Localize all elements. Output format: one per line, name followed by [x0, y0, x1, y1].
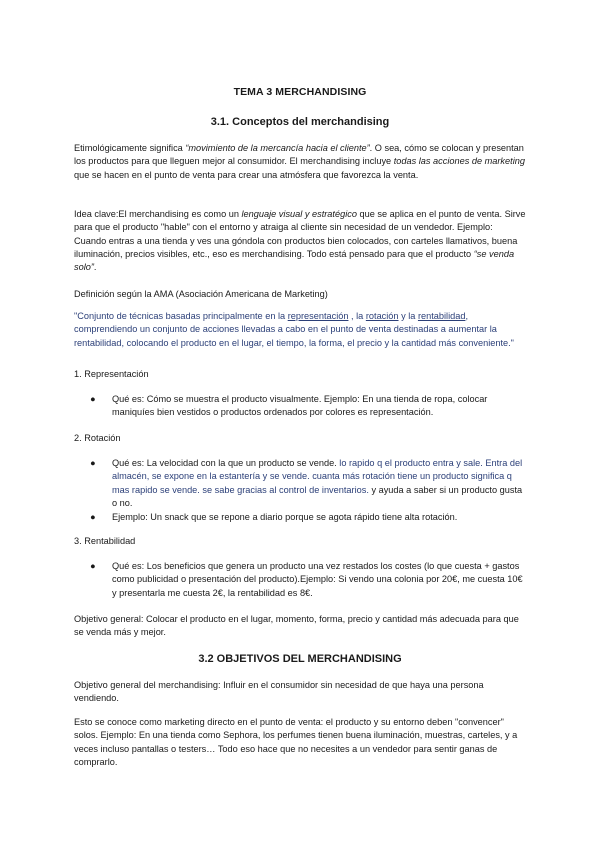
bullet-text: Ejemplo: Un snack que se repone a diario porque se agota rápido tiene alta rotación.	[112, 512, 458, 522]
section-2-heading: 3.2 OBJETIVOS DEL MERCHANDISING	[198, 653, 402, 665]
paragraph-objective: Objetivo general del merchandising: Influir en el consumidor sin necesidad de que haya una persona vendiendo.	[74, 680, 484, 704]
text-run: . O sea, cómo se colocan y presentan los productos para que lleguen mejor al consumidor. El merchandising incluye	[74, 143, 524, 167]
bullet-text: Qué es: La velocidad con la que un producto se vende.	[112, 458, 340, 468]
link-rotacion: rotación	[365, 311, 399, 321]
text-run: que se aplica en el punto de venta. Sirve para que el producto "hable" con el entorno y atraiga al cliente sin necesidad de un vendedor. Ejemplo: Cuando entras a una tienda y ves una góndola con productos bien colocados, con carteles llamativos, buena iluminación, precios visibles, etc., eso es merchandising. Todo está pensado para que el producto	[74, 209, 526, 259]
text-run: que se hacen en el punto de venta para crear una atmósfera que favorezca la venta.	[74, 169, 419, 180]
paragraph-direct-marketing: Esto se conoce como marketing directo en el punto de venta: el producto y su entorno deben "convencer" solos. Ejemplo: En una tienda como Sephora, los perfumes tienen buena iluminación, muestras, carteles, y a veces incluso pantallas o testers… Todo eso hace que no necesites a un vendedor para sentir ganas de comprarlo.	[74, 717, 518, 767]
text-run: y la	[398, 311, 418, 321]
italic-phrase: “movimiento de la mercancía hacia el cliente”	[185, 143, 370, 153]
bullet-text: Qué es: Cómo se muestra el producto visualmente. Ejemplo: En una tienda de ropa, colocar maniquíes bien vestidos o productos ordenados por colores es representación.	[112, 394, 488, 418]
item-1-heading: 1. Representación	[74, 369, 149, 379]
italic-phrase: lenguaje visual y estratégico	[241, 209, 357, 219]
bullet-icon: ●	[90, 512, 96, 522]
text-run: , comprendiendo un conjunto de acciones llevadas a cabo en el punto de venta destinadas a aumentar la rentabilidad, colocando el producto en el lugar, el tiempo, la forma, el precio y la cantidad más conveniente."	[74, 311, 514, 348]
link-rentabilidad: rentabilidad	[417, 311, 466, 321]
ama-definition-quote	[74, 310, 526, 350]
general-objective: Objetivo general: Colocar el producto en el lugar, momento, forma, precio y cantidad más adecuada para que se venda más y mejor.	[74, 614, 519, 638]
bullet-icon: ●	[90, 561, 96, 571]
item-1-bullet	[90, 393, 526, 420]
item-3-bullet	[90, 560, 526, 600]
item-2-bullet-1	[90, 457, 526, 510]
document-title: TEMA 3 MERCHANDISING	[233, 86, 367, 98]
paragraph-etymology	[74, 142, 526, 182]
paragraph-key-idea	[74, 208, 526, 274]
item-2-bullet-2	[90, 511, 526, 524]
italic-phrase: “se venda solo”	[74, 248, 515, 273]
bullet-text: y ayuda a saber si un producto gusta o no.	[112, 484, 523, 508]
bullet-text: Qué es: Los beneficios que genera un producto una vez restados los costes (lo que cuesta + gastos como publicidad o presentación del producto).Ejemplo: Si vendo una colonia por 20€, me cuesta 10€ y presentarla me cuesta 2€, la rentabilidad es 8€.	[112, 561, 523, 598]
item-2-heading: 2. Rotación	[74, 433, 121, 443]
bullet-icon: ●	[90, 458, 96, 468]
bullet-note: lo rapido q el producto entra y sale. Entra del almacén, se expone en la estantería y se vende. cuanta más rotación tiene un producto significa q mas rapido se vende. se sabe gracias al control de inventarios.	[112, 458, 523, 495]
text-run: "Conjunto de técnicas basadas principalmente en la	[74, 311, 288, 321]
text-run: Etimológicamente significa	[74, 143, 186, 153]
italic-phrase: todas las acciones de marketing	[393, 156, 525, 167]
bullet-icon: ●	[90, 394, 96, 404]
text-run: .	[93, 262, 97, 273]
item-3-heading: 3. Rentabilidad	[74, 536, 136, 546]
text-run: , la	[348, 311, 366, 321]
definition-heading: Definición según la AMA (Asociación Americana de Marketing)	[74, 289, 328, 299]
section-1-heading: 3.1. Conceptos del merchandising	[210, 116, 390, 128]
text-run: Idea clave:El merchandising es como un	[74, 209, 242, 219]
link-representacion: representación	[287, 311, 349, 321]
